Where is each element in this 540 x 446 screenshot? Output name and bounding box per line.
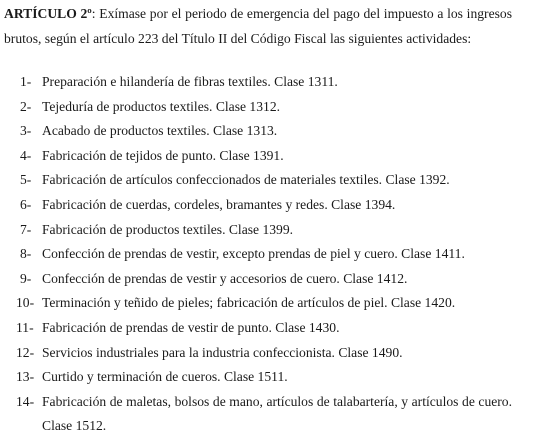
- item-number: 11-: [16, 319, 34, 335]
- item-number: 2-: [20, 98, 32, 114]
- article-heading: ARTÍCULO 2º: [4, 6, 92, 21]
- item-text: Fabricación de maletas, bolsos de mano, artículos de talabartería, y artículos de cuero. Clase 1512.: [42, 393, 512, 434]
- item-number: 3-: [20, 123, 32, 139]
- item-text: Acabado de productos textiles. Clase 1313.: [42, 123, 278, 139]
- item-number: 1-: [20, 74, 32, 89]
- item-text: Terminación y teñido de pieles; fabricación de artículos de piel. Clase 1420.: [42, 295, 456, 311]
- list-item: [0, 316, 540, 341]
- item-text: Fabricación de productos textiles. Clase 1399.: [42, 221, 294, 237]
- item-number: 4-: [20, 147, 32, 163]
- list-item: [0, 95, 540, 120]
- list-item: [0, 242, 540, 267]
- item-number: 10-: [16, 295, 35, 311]
- item-number: 14-: [16, 393, 35, 409]
- item-text: Fabricación de cuerdas, cordeles, bramantes y redes. Clase 1394.: [42, 196, 396, 212]
- item-text: Servicios industriales para la industria confeccionista. Clase 1490.: [42, 344, 403, 360]
- list-item: [0, 70, 540, 95]
- list-item: [0, 144, 540, 169]
- item-number: 12-: [16, 344, 35, 360]
- article-body: : Exímase por el periodo de emergencia del pago del impuesto a los ingresos brutos, según el artículo 223 del Título II del Código Fiscal las siguientes actividades:: [4, 6, 512, 46]
- item-text: Confección de prendas de vestir, excepto prendas de piel y cuero. Clase 1411.: [42, 246, 465, 262]
- list-item: [0, 365, 540, 390]
- item-number: 9-: [20, 270, 32, 286]
- article-paragraph: [4, 2, 512, 51]
- list-item: [0, 119, 540, 144]
- list-item: [0, 168, 540, 193]
- list-item: [0, 193, 540, 218]
- list-item: [0, 267, 540, 292]
- item-text: Confección de prendas de vestir y accesorios de cuero. Clase 1412.: [42, 270, 408, 286]
- item-text: Tejeduría de productos textiles. Clase 1312.: [42, 98, 281, 114]
- item-number: 13-: [16, 369, 35, 385]
- item-number: 7-: [20, 221, 32, 237]
- item-text: Fabricación de prendas de vestir de punto. Clase 1430.: [42, 319, 340, 335]
- item-text: Fabricación de artículos confeccionados de materiales textiles. Clase 1392.: [42, 172, 450, 188]
- item-number: 8-: [20, 246, 32, 262]
- list-item: [0, 390, 540, 439]
- item-text: Preparación e hilandería de fibras textiles. Clase 1311.: [42, 74, 338, 89]
- item-text: Fabricación de tejidos de punto. Clase 1391.: [42, 147, 284, 163]
- item-text: Curtido y terminación de cueros. Clase 1511.: [42, 369, 288, 385]
- list-item: [0, 218, 540, 243]
- list-item: [0, 341, 540, 366]
- item-number: 6-: [20, 196, 32, 212]
- item-number: 5-: [20, 172, 32, 188]
- list-item: [0, 291, 540, 316]
- activity-list: [0, 70, 540, 439]
